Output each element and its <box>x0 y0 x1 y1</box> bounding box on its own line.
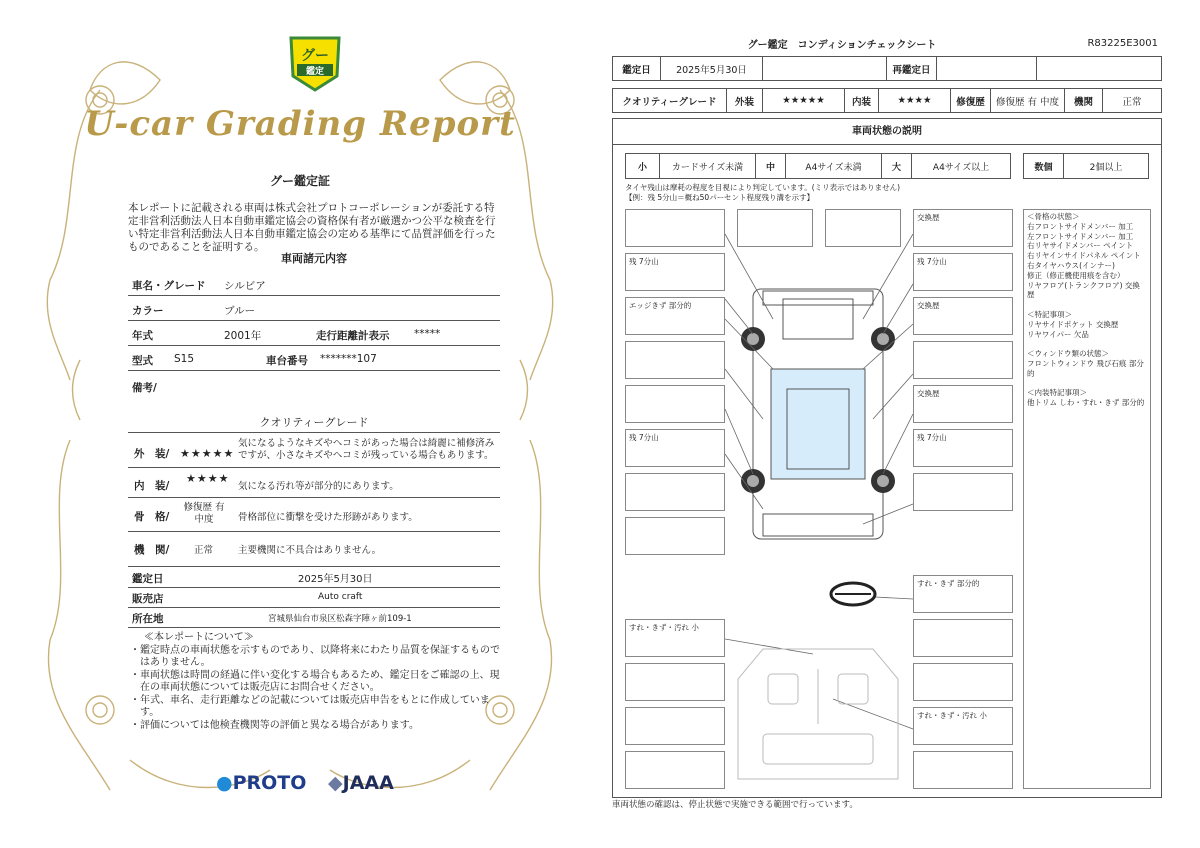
size-small: 小 <box>626 154 660 178</box>
condition-check-sheet <box>612 30 1164 820</box>
report-notes <box>128 632 500 732</box>
condition-box <box>913 341 1013 379</box>
grade-title: クオリティーグレード <box>259 416 369 429</box>
note-line: 修正（修正機使用痕を含む） <box>1027 270 1125 280</box>
size-large: 大 <box>882 154 912 178</box>
note-item: ・車両状態は時間の経過に伴い変化する場合もあるため、鑑定日をご確認の上、現在の車両状態については販売店にお問合せください。 <box>130 669 500 693</box>
proto-mark-icon: ● <box>216 772 233 794</box>
redate-blank <box>1037 57 1161 80</box>
note-line <box>1027 300 1147 310</box>
steering-wheel-icon <box>831 583 875 605</box>
count-value: 2個以上 <box>1089 162 1123 173</box>
frame-label: 骨 格/ <box>134 511 170 523</box>
grade-table <box>612 88 1162 113</box>
name-label: 車名・グレード <box>132 280 206 292</box>
date-value: 2025年5月30日 <box>298 574 373 585</box>
note-line: 左フロントサイドメンバー 加工 <box>1027 231 1134 241</box>
note-line: 他トリム しわ・すれ・きず 部分的 <box>1027 398 1145 408</box>
svg-text:グー: グー <box>301 48 329 64</box>
condition-box: 残 7分山 <box>913 429 1013 467</box>
condition-box: 交換歴 <box>913 297 1013 335</box>
interior-desc: 気になる汚れ等が部分的にあります。 <box>238 481 399 492</box>
sheet-code: R83225E3001 <box>1087 38 1158 49</box>
note-line: リヤサイドポケット 交換歴 <box>1027 319 1119 329</box>
condition-box <box>913 619 1013 657</box>
sheet-title: グー鑑定 コンディションチェックシート <box>747 40 937 51</box>
address-label: 所在地 <box>132 613 164 625</box>
date-value: 2025年5月30日 <box>661 57 763 80</box>
note-line: ＜ウィンドウ類の状態＞ <box>1027 349 1110 359</box>
condition-box <box>625 663 725 701</box>
year-value: 2001年 <box>224 330 262 342</box>
desc-title: 車両状態の説明 <box>613 119 1161 145</box>
jaaa-logo: ◆JAAA <box>328 772 394 794</box>
exterior-desc: 気になるようなキズやヘコミがあった場合は綺麗に補修済みですが、小さなキズやヘコミが残っている場合もあります。 <box>238 438 495 461</box>
condition-box <box>625 385 725 423</box>
grading-certificate <box>40 20 560 840</box>
tire-note: タイヤ残山は摩耗の程度を目視により判定しています。(ミリ表示ではありません) 【例：残 5分山＝概ね50パーセント程度残り溝を示す】 <box>625 183 901 202</box>
color-label: カラー <box>132 305 164 317</box>
condition-box: 残 7分山 <box>625 253 725 291</box>
chassis-label: 車台番号 <box>266 355 308 367</box>
size-large-desc: A4サイズ以上 <box>932 162 990 173</box>
date-label: 鑑定日 <box>132 573 164 585</box>
size-small-desc: カードサイズ未満 <box>660 154 756 178</box>
condition-box <box>913 663 1013 701</box>
note-line: リヤワイパー 欠品 <box>1027 329 1089 339</box>
condition-box <box>913 473 1013 511</box>
condition-box <box>625 341 725 379</box>
note-item: ・年式、車名、走行距離などの記載については販売店申告をもとに作成しています。 <box>130 694 490 718</box>
size-mid-desc: A4サイズ未満 <box>786 154 882 178</box>
condition-box <box>913 751 1013 789</box>
condition-box: すれ・きず 部分的 <box>913 575 1013 613</box>
certificate-text: 本レポートに記載される車両は株式会社プロトコーポレーションが委託する特定非営利活動法人日本自動車鑑定協会の資格保有者が厳選かつ公平な検査を行い特定非営利活動法人日本自動車鑑定協会の定める基準にて品質評価を行ったものであることを証明する。 <box>128 202 496 253</box>
condition-box: すれ・きず・汚れ 小 <box>913 707 1013 745</box>
sheet-footer: 車両状態の確認は、停止状態で実施できる範囲で行っています。 <box>612 800 858 810</box>
redate-label: 再鑑定日 <box>887 57 937 80</box>
note-line: 右タイヤハウス(インナー) <box>1027 260 1115 270</box>
repair-value: 修復歴 有 中度 <box>991 89 1065 112</box>
grade-row-engine <box>128 532 500 564</box>
special-notes-panel <box>1023 209 1151 789</box>
grade-row-exterior <box>128 434 500 468</box>
ext-label: 外装 <box>727 89 763 112</box>
note-line <box>1027 379 1147 389</box>
engine-label: 機関 <box>1065 89 1103 112</box>
note-line: 右リヤサイドメンバー ペイント <box>1027 241 1134 251</box>
grade-row-frame <box>128 498 500 532</box>
proto-logo: ●PROTO <box>216 772 307 794</box>
engine-value: 正常 <box>1122 96 1142 108</box>
condition-box: すれ・きず・汚れ 小 <box>625 619 725 657</box>
condition-box: 残 7分山 <box>625 429 725 467</box>
frame-desc: 骨格部位に衝撃を受けた形跡があります。 <box>238 512 418 523</box>
condition-box: 交換歴 <box>913 209 1013 247</box>
notes-title: ≪本レポートについて≫ <box>144 632 254 643</box>
note-line <box>1027 339 1147 349</box>
interior-stars: ★★★★ <box>186 472 230 485</box>
shop-label: 販売店 <box>132 593 164 605</box>
note-line: フロントウィンドウ 飛び石痕 部分的 <box>1027 358 1144 378</box>
specs-title: 車両諸元内容 <box>281 252 347 265</box>
interior-label: 内 装/ <box>134 480 170 492</box>
count-legend <box>1023 153 1149 179</box>
note-line: 右リヤインサイドパネル ペイント <box>1027 251 1141 261</box>
grade-label: クオリティーグレード <box>613 89 727 112</box>
note-item: ・評価については他検査機関等の評価と異なる場合があります。 <box>130 719 419 731</box>
svg-text:鑑定: 鑑定 <box>305 67 325 77</box>
grade-divider <box>128 432 500 433</box>
year-label: 年式 <box>132 330 153 342</box>
grade-row-interior <box>128 468 500 498</box>
info-row-shop <box>128 588 500 608</box>
spec-row-color <box>128 296 500 321</box>
condition-box: 交換歴 <box>913 385 1013 423</box>
info-row-date <box>128 566 500 588</box>
odometer-label: 走行距離計表示 <box>316 330 390 342</box>
frame-value: 修復歴 有 中度 <box>183 502 225 525</box>
date-blank <box>763 57 887 80</box>
note-line: ＜内装特記事項＞ <box>1027 388 1087 398</box>
model-label: 型式 <box>132 355 153 367</box>
condition-box <box>625 517 725 555</box>
engine-desc: 主要機関に不具合はありません。 <box>238 545 382 556</box>
chassis-value: *******107 <box>320 353 377 365</box>
engine-value: 正常 <box>194 545 214 556</box>
int-label: 内装 <box>845 89 879 112</box>
redate-value <box>937 57 1037 80</box>
condition-box <box>625 751 725 789</box>
note-line: ＜特記事項＞ <box>1027 309 1072 319</box>
engine-label: 機 関/ <box>134 544 170 556</box>
exterior-stars: ★★★★★ <box>180 447 235 460</box>
condition-box: 残 7分山 <box>913 253 1013 291</box>
name-value: シルビア <box>224 280 266 292</box>
spec-row-model <box>128 346 500 371</box>
spec-row-remarks <box>128 371 500 401</box>
odometer-value: ***** <box>414 328 441 340</box>
condition-box <box>625 473 725 511</box>
remarks-label: 備考/ <box>132 382 157 394</box>
condition-box: エッジきず 部分的 <box>625 297 725 335</box>
count-label: 数個 <box>1024 154 1064 178</box>
note-line: リヤフロア(トランクフロア) 交換歴 <box>1027 280 1140 300</box>
date-table <box>612 56 1162 81</box>
script-title: U-car Grading Report <box>84 104 516 144</box>
condition-box <box>625 209 725 247</box>
note-item: ・鑑定時点の車両状態を示すものであり、以降将来にわたり品質を保証するものではありません。 <box>130 644 500 668</box>
info-row-address <box>128 608 500 628</box>
goo-appraisal-logo <box>287 32 343 94</box>
condition-box <box>625 707 725 745</box>
certificate-title: グー鑑定証 <box>269 174 330 188</box>
note-line: ＜骨格の状態＞ <box>1027 212 1080 221</box>
shop-value: Auto craft <box>318 592 363 602</box>
size-mid: 中 <box>756 154 786 178</box>
ext-stars: ★★★★★ <box>763 89 845 112</box>
vehicle-condition-box <box>612 118 1162 798</box>
date-label: 鑑定日 <box>613 57 661 80</box>
condition-box <box>737 209 813 247</box>
spec-row-name <box>128 272 500 296</box>
address-value: 宮城県仙台市泉区松森字陣ヶ前109-1 <box>268 614 412 624</box>
jaaa-mark-icon: ◆ <box>328 772 343 794</box>
exterior-label: 外 装/ <box>134 448 170 460</box>
repair-label: 修復歴 <box>951 89 991 112</box>
note-line: 右フロントサイドメンバー 加工 <box>1027 221 1134 231</box>
color-value: ブルー <box>224 305 256 317</box>
spec-row-year <box>128 321 500 346</box>
model-value: S15 <box>174 353 195 365</box>
condition-box <box>825 209 901 247</box>
int-stars: ★★★★ <box>879 89 951 112</box>
